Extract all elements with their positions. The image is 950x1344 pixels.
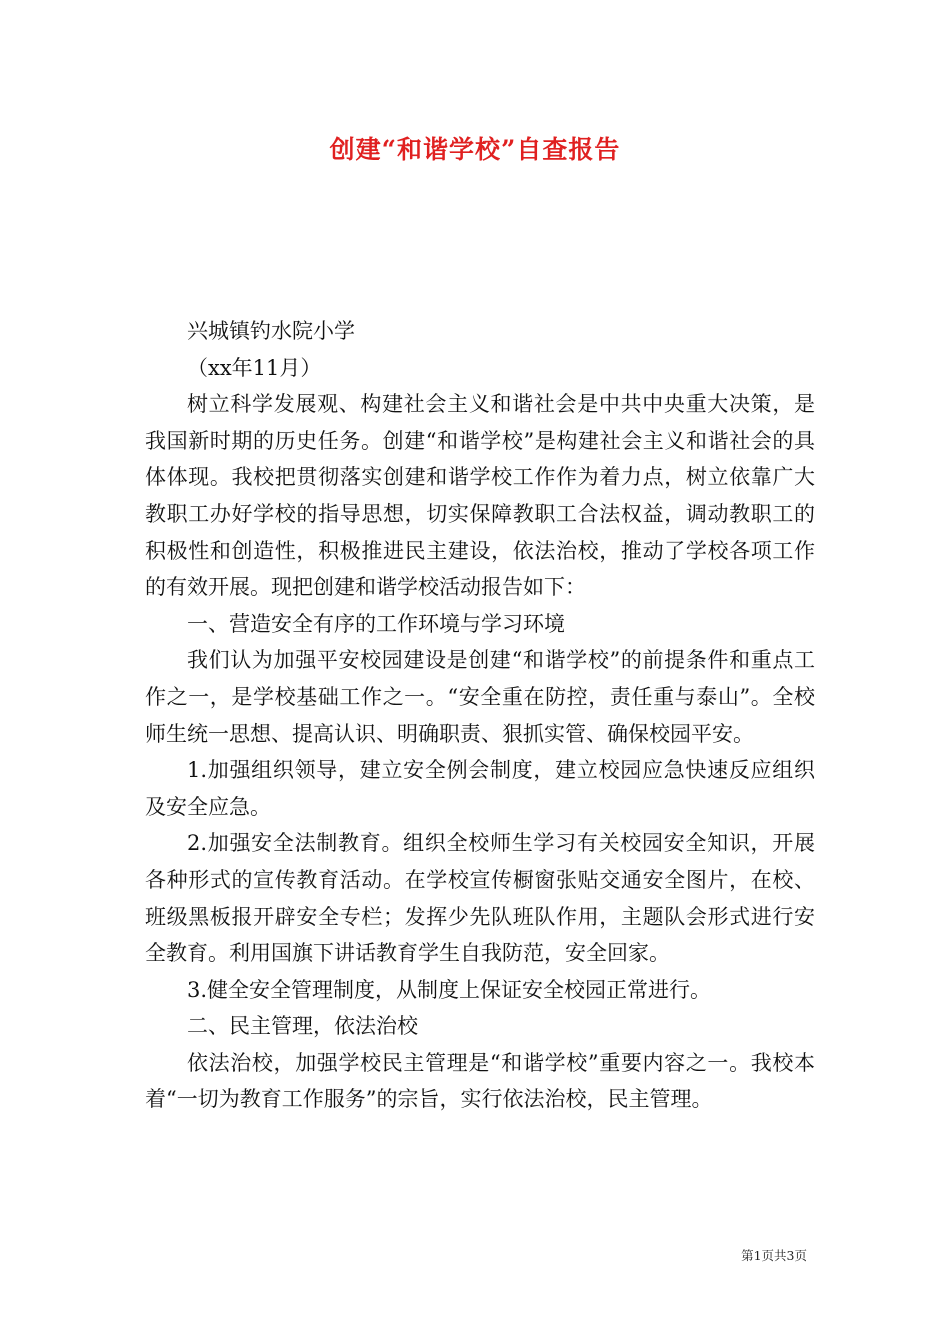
page-number: 第1页共3页	[741, 1248, 807, 1263]
paragraph-democracy: 依法治校，加强学校民主管理是“和谐学校”重要内容之一。我校本着“一切为教育工作服务”的宗旨，实行依法治校，民主管理。	[145, 1050, 815, 1112]
section-heading-2: 二、民主管理，依法治校	[187, 1014, 418, 1039]
list-item-3: 3.健全安全管理制度，从制度上保证安全校园正常进行。	[187, 977, 712, 1002]
list-item-2: 2.加强安全法制教育。组织全校师生学习有关校园安全知识，开展各种形式的宣传教育活动。在学校宣传橱窗张贴交通安全图片，在校、班级黑板报开辟安全专栏；发挥少先队班队作用，主题队会形式进行安全教育。利用国旗下讲话教育学生自我防范，安全回家。	[145, 831, 815, 966]
report-date: （xx年11月）	[187, 355, 322, 380]
section-heading-1: 一、营造安全有序的工作环境与学习环境	[187, 611, 565, 636]
document-title: 创建“和谐学校”自查报告	[329, 135, 621, 164]
school-name: 兴城镇钓水院小学	[187, 319, 355, 343]
paragraph-intro: 树立科学发展观、构建社会主义和谐社会是中共中央重大决策，是我国新时期的历史任务。创建“和谐学校”是构建社会主义和谐社会的具体体现。我校把贯彻落实创建和谐学校工作作为着力点，树立依靠广大教职工办好学校的指导思想，切实保障教职工合法权益，调动教职工的积极性和创造性，积极推进民主建设，依法治校，推动了学校各项工作的有效开展。现把创建和谐学校活动报告如下：	[145, 392, 815, 600]
list-item-1: 1.加强组织领导，建立安全例会制度，建立校园应急快速反应组织及安全应急。	[145, 758, 815, 819]
document-body	[145, 313, 815, 1118]
paragraph-safety: 我们认为加强平安校园建设是创建“和谐学校”的前提条件和重点工作之一，是学校基础工作之一。“安全重在防控，责任重与泰山”。全校师生统一思想、提高认识、明确职责、狠抓实管、确保校园平安。	[145, 648, 815, 746]
